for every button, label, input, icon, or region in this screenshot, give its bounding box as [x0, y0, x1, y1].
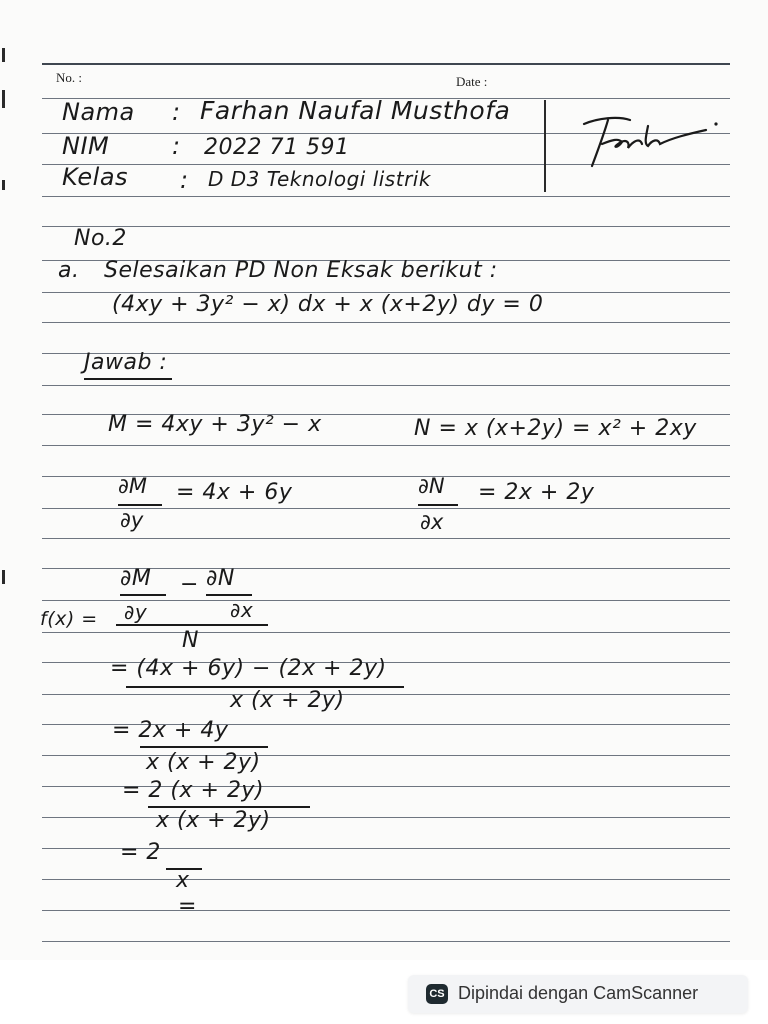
ruled-line: [42, 632, 730, 633]
nama-separator: :: [172, 98, 181, 126]
ruled-line: [42, 385, 730, 386]
main-fraction-bar: [116, 624, 268, 626]
ruled-line: [42, 508, 730, 509]
problem-item: a.: [58, 258, 80, 283]
f-sub-dx: ∂x: [230, 598, 254, 622]
binding-edge: [0, 40, 6, 960]
kelas-value: D D3 Teknologi listrik: [208, 167, 431, 191]
ruled-line: [42, 226, 730, 227]
integrating-factor-label: f(x) =: [40, 608, 98, 630]
no-label: No. :: [56, 70, 82, 85]
fraction-bar: [206, 594, 252, 596]
dn-numerator: ∂N: [418, 474, 445, 498]
nama-value: Farhan Naufal Musthofa: [200, 96, 511, 125]
dm-denominator: ∂y: [120, 508, 144, 532]
nim-separator: :: [172, 132, 181, 160]
problem-equation: (4xy + 3y² − x) dx + x (x+2y) dy = 0: [112, 292, 544, 317]
problem-instruction: Selesaikan PD Non Eksak berikut :: [104, 258, 498, 283]
ruled-line: [42, 694, 730, 695]
signature-mark: [578, 104, 728, 174]
fraction-bar: [118, 504, 162, 506]
header-rule: [42, 63, 730, 65]
dm-value: = 4x + 6y: [176, 480, 293, 505]
jawab-label: Jawab :: [84, 350, 168, 375]
step2-numerator: = 2x + 4y: [112, 718, 229, 743]
dn-value: = 2x + 2y: [478, 480, 595, 505]
problem-number: No.2: [74, 226, 127, 251]
ruled-line: [42, 538, 730, 539]
nim-label: NIM: [62, 132, 110, 160]
ruled-line: [42, 445, 730, 446]
step5-equals: =: [178, 894, 197, 919]
nama-label: Nama: [62, 98, 135, 126]
n-definition: N = x (x+2y) = x² + 2xy: [414, 416, 697, 441]
camscanner-watermark: [408, 975, 748, 1013]
signature-divider: [544, 100, 546, 192]
dm-numerator: ∂M: [118, 474, 147, 498]
step2-denominator: x (x + 2y): [146, 750, 261, 775]
ruled-line: [42, 196, 730, 197]
fraction-bar: [418, 504, 458, 506]
f-numerator-minus: −: [180, 572, 199, 597]
f-numerator-dn: ∂N: [206, 566, 235, 591]
f-sub-dy: ∂y: [124, 600, 148, 624]
ruled-line: [42, 910, 730, 911]
kelas-separator: :: [180, 166, 189, 194]
step1-numerator: = (4x + 6y) − (2x + 2y): [110, 656, 387, 681]
m-definition: M = 4xy + 3y² − x: [108, 412, 322, 437]
camscanner-logo-icon: CS: [426, 984, 448, 1004]
step3-denominator: x (x + 2y): [156, 808, 271, 833]
camscanner-text: Dipindai dengan CamScanner: [458, 983, 699, 1003]
ruled-line: [42, 879, 730, 880]
fraction-bar: [140, 746, 268, 748]
step4-denominator: x: [176, 868, 190, 893]
date-label: Date :: [456, 74, 488, 89]
kelas-label: Kelas: [62, 163, 129, 191]
fraction-bar: [120, 594, 166, 596]
f-denominator: N: [182, 628, 199, 653]
step4-numerator: = 2: [120, 840, 161, 865]
ruled-line: [42, 941, 730, 942]
ruled-line: [42, 322, 730, 323]
step1-denominator: x (x + 2y): [230, 688, 345, 713]
f-numerator-dm: ∂M: [120, 566, 152, 591]
dn-denominator: ∂x: [420, 510, 444, 534]
nim-value: 2022 71 591: [204, 135, 350, 160]
step3-numerator: = 2 (x + 2y): [122, 778, 265, 803]
jawab-underline: [84, 378, 172, 380]
ruled-line: [42, 817, 730, 818]
